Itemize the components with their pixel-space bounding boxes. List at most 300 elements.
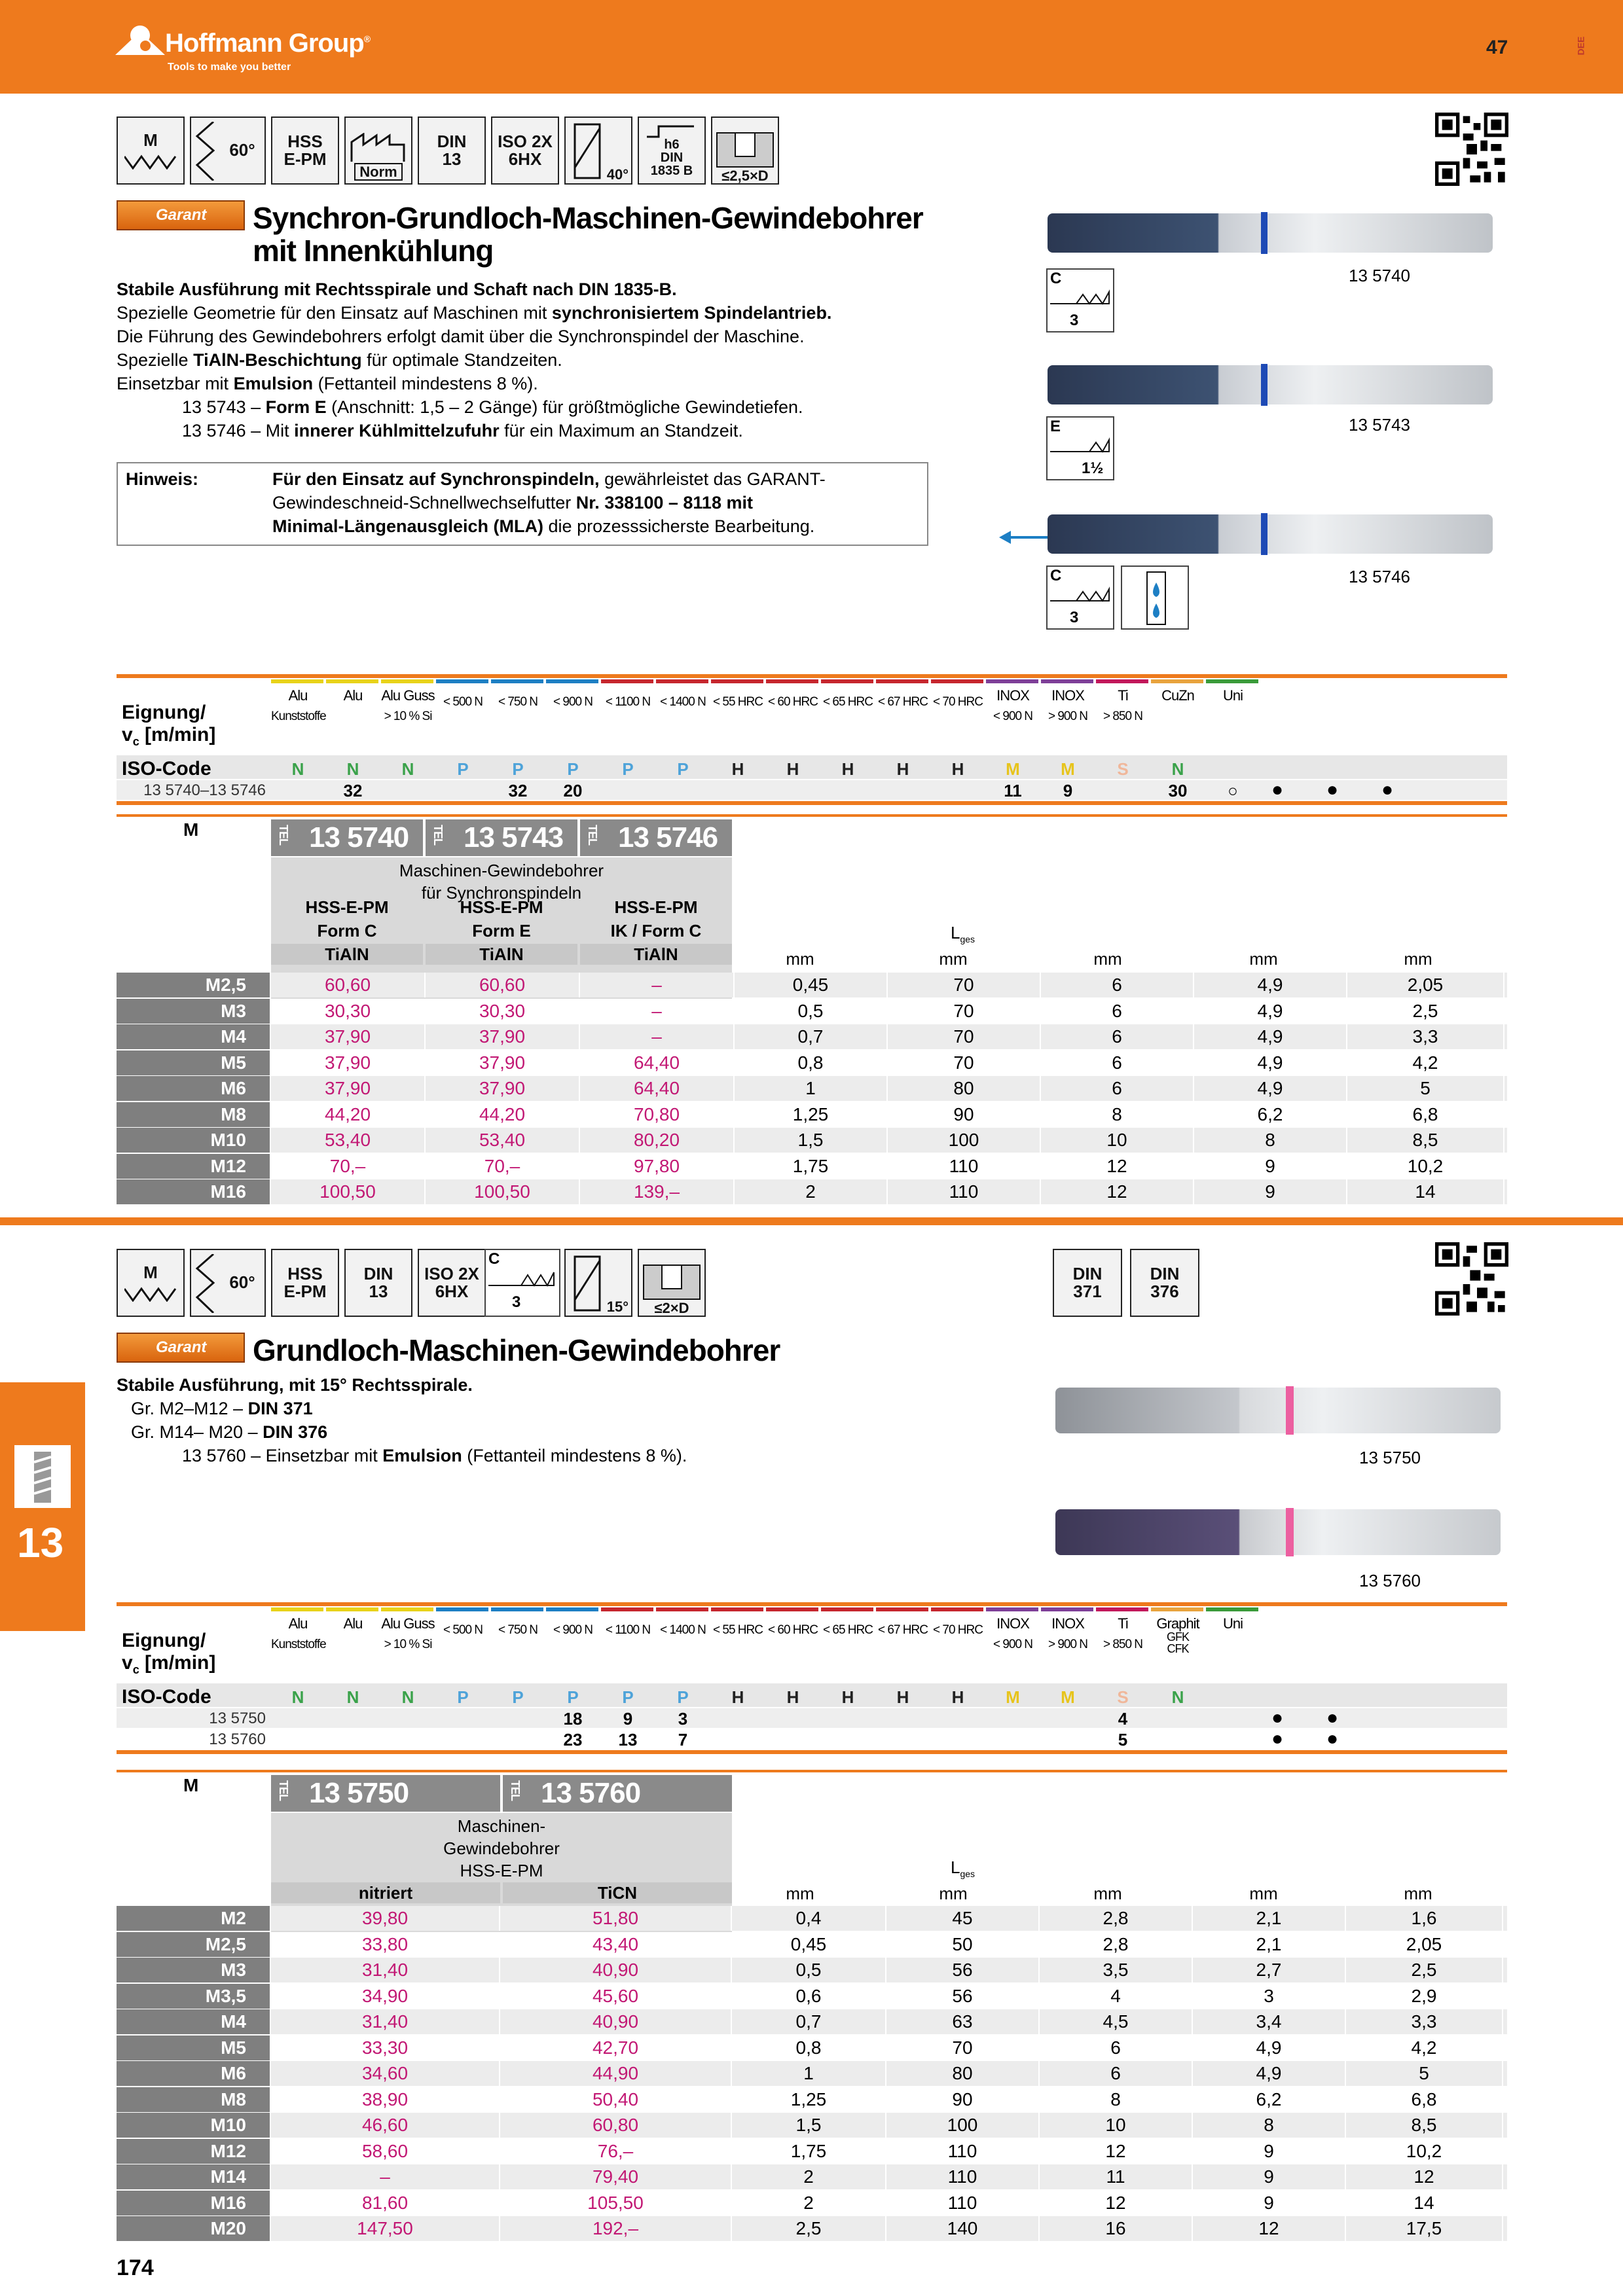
dimension-cell: 1,25 <box>732 2087 886 2112</box>
material-color-bar <box>436 679 488 683</box>
dimension-cell: 4,9 <box>1193 2036 1346 2060</box>
table-row[interactable] <box>117 2113 1507 2138</box>
material-column-header: < 67 HRC <box>878 695 928 709</box>
unit-label: mm <box>1093 949 1122 969</box>
table-row[interactable] <box>117 1906 1507 1931</box>
article-header[interactable]: TEL 13 5740 <box>271 819 423 856</box>
material-column-header: < 900 N <box>553 1623 593 1637</box>
brand-name: Hoffmann Group® <box>165 29 371 58</box>
dimension-cell: 14 <box>1347 1179 1504 1204</box>
unit-label: mm <box>786 949 814 969</box>
column-subheader: Form C <box>317 921 377 941</box>
dimension-cell: 70 <box>888 999 1041 1024</box>
material-column-header: INOX < 900 N <box>993 687 1033 723</box>
material-color-bar <box>1151 679 1203 683</box>
table-row[interactable] <box>117 1984 1507 2009</box>
table-row[interactable] <box>117 2036 1507 2060</box>
column-subheader: HSS-E-PM <box>614 897 698 917</box>
metric-thread-symbol-2: M <box>117 1249 185 1317</box>
vc-value: 23 <box>563 1730 583 1749</box>
material-color-bar <box>766 679 818 683</box>
table-row[interactable] <box>117 2087 1507 2112</box>
dimension-cell: 4 <box>1040 1984 1193 2009</box>
size-cell: M2 <box>117 1906 271 1931</box>
dimension-cell: 2,5 <box>732 2216 886 2241</box>
price-cell[interactable]: 80,20 <box>580 1128 735 1153</box>
form-e-box: E 1½ <box>1046 416 1114 480</box>
iso-code-cell: P <box>512 759 524 779</box>
price-cell[interactable]: 76,– <box>500 2139 732 2164</box>
price-cell[interactable]: 70,– <box>426 1154 580 1179</box>
dimension-cell: 0,45 <box>735 973 888 997</box>
size-cell: M16 <box>117 1179 271 1204</box>
dimension-cell: 8,5 <box>1347 1128 1504 1153</box>
dimension-cell: 17,5 <box>1346 2216 1503 2241</box>
coolant-suitability-dot: ● <box>1326 1728 1339 1749</box>
price-cell[interactable]: 42,70 <box>500 2036 732 2060</box>
unit-label: mm <box>786 1884 814 1903</box>
dimension-cell: 4,9 <box>1194 1024 1347 1049</box>
dimension-cell: 0,5 <box>732 1958 886 1982</box>
size-cell: M6 <box>117 2061 271 2086</box>
suit-bottom-line <box>117 1750 1507 1754</box>
material-column-header: < 67 HRC <box>878 1623 928 1637</box>
material-color-bar <box>491 679 543 683</box>
material-color-bar <box>656 679 708 683</box>
table-row[interactable] <box>117 2139 1507 2164</box>
material-color-bar <box>381 1607 433 1611</box>
column-subheader: HSS-E-PM <box>460 897 543 917</box>
dimension-cell: 0,6 <box>732 1984 886 2009</box>
material-column-header: < 55 HRC <box>713 1623 763 1637</box>
price-cell[interactable]: – <box>580 999 735 1024</box>
price-cell[interactable]: 43,40 <box>500 1932 732 1957</box>
iso-code-cell: N <box>346 1687 359 1707</box>
table-row[interactable] <box>117 1050 1507 1075</box>
dimension-cell: 2,5 <box>1347 999 1504 1024</box>
dimension-cell: 6 <box>1041 1024 1194 1049</box>
tap-chapter-icon <box>14 1445 71 1508</box>
material-column-header: < 70 HRC <box>933 695 983 709</box>
price-cell[interactable]: 37,90 <box>271 1024 426 1049</box>
size-cell: M6 <box>117 1076 271 1101</box>
article-header[interactable]: TEL 13 5743 <box>426 819 577 856</box>
size-cell: M2,5 <box>117 1932 271 1957</box>
material-column-header: < 500 N <box>443 1623 483 1637</box>
dimension-cell: 9 <box>1193 2164 1346 2189</box>
blind-hole-icon <box>716 132 775 168</box>
unit-label: mm <box>1404 1884 1432 1903</box>
din13-symbol: DIN 13 <box>418 117 486 185</box>
iso-code-cell: H <box>731 759 744 779</box>
dimension-cell: 8,5 <box>1346 2113 1503 2138</box>
qr-code-icon[interactable] <box>1435 113 1508 186</box>
iso-code-cell: N <box>1171 759 1184 779</box>
price-cell[interactable]: 139,– <box>580 1179 735 1204</box>
price-cell[interactable]: 60,60 <box>426 973 580 997</box>
price-cell[interactable]: 38,90 <box>271 2087 500 2112</box>
shank-symbol: h6 DIN 1835 B <box>638 117 706 185</box>
dimension-cell: 140 <box>886 2216 1040 2241</box>
price-cell[interactable]: 40,90 <box>500 1958 732 1982</box>
iso-code-cell: P <box>622 1687 634 1707</box>
suit-top-line <box>117 674 1507 678</box>
size-cell: M5 <box>117 2036 271 2060</box>
iso-code-cell: H <box>786 759 799 779</box>
dimension-cell: 2,8 <box>1040 1932 1193 1957</box>
price-cell[interactable]: 64,40 <box>580 1076 735 1101</box>
size-cell: M10 <box>117 1128 271 1153</box>
vc-value: 18 <box>563 1709 583 1729</box>
tolerance-symbol: ISO 2X 6HX <box>491 117 559 185</box>
price-cell[interactable]: 60,60 <box>271 973 426 997</box>
material-color-bar <box>491 1607 543 1611</box>
material-color-bar <box>546 1607 598 1611</box>
dimension-cell: 14 <box>1346 2191 1503 2215</box>
dimension-cell: 110 <box>888 1154 1041 1179</box>
price-cell[interactable]: 34,90 <box>271 1984 500 2009</box>
material-color-bar <box>326 679 378 683</box>
section2-description: Stabile Ausführung, mit 15° Rechtsspirale. Gr. M2–M12 – DIN 371 Gr. M14– M20 – DIN 376 13 5760 – Einsetzbar mit Emulsion (Fettanteil mindestens 8 %). <box>117 1375 687 1465</box>
price-cell[interactable]: 37,90 <box>271 1050 426 1075</box>
iso-code-cell: P <box>677 1687 689 1707</box>
material-column-header: < 900 N <box>553 695 593 709</box>
price-cell[interactable]: 147,50 <box>271 2216 500 2241</box>
tolerance-symbol-2: ISO 2X 6HX <box>418 1249 486 1317</box>
material-column-header: Ti > 850 N <box>1103 687 1143 723</box>
price-cell[interactable]: 31,40 <box>271 2009 500 2034</box>
column-subheader: TiAlN <box>426 944 577 965</box>
m-size-label: M <box>183 1775 199 1795</box>
article-header[interactable]: TEL 13 5746 <box>580 819 732 856</box>
dimension-cell: 0,7 <box>732 2009 886 2034</box>
coolant-arrow-icon <box>999 528 1054 547</box>
iso-code-cell: H <box>731 1687 744 1707</box>
vc-value: 32 <box>343 781 363 800</box>
dimension-cell: 8 <box>1040 2087 1193 2112</box>
dimension-cell: 0,4 <box>732 1906 886 1931</box>
price-cell[interactable]: 100,50 <box>271 1179 426 1204</box>
price-cell[interactable]: 34,60 <box>271 2061 500 2086</box>
iso-code-cell: H <box>951 1687 964 1707</box>
iso-code-cell: S <box>1117 759 1129 779</box>
price-cell[interactable]: 53,40 <box>426 1128 580 1153</box>
dimension-cell: 5 <box>1347 1076 1504 1101</box>
din13-symbol-2: DIN 13 <box>344 1249 412 1317</box>
price-cell[interactable]: 33,80 <box>271 1932 500 1957</box>
article-header[interactable]: TEL 13 5750 <box>271 1775 500 1812</box>
iso-code-cell: N <box>1171 1687 1184 1707</box>
section-divider <box>0 1217 1623 1225</box>
dimension-cell: 110 <box>888 1179 1041 1204</box>
coolant-suitability-dot: ● <box>1271 1707 1284 1729</box>
size-cell: M3 <box>117 1958 271 1982</box>
iso-code-cell: N <box>401 759 414 779</box>
price-cell[interactable]: 64,40 <box>580 1050 735 1075</box>
dimension-cell: 10,2 <box>1347 1154 1504 1179</box>
suit-label: Eignung/ $v_c$ [m/min] <box>122 702 216 748</box>
tool-art-135750: 13 5750 <box>1359 1448 1421 1467</box>
norm-symbol: Norm <box>344 117 412 185</box>
table-row[interactable] <box>117 2061 1507 2086</box>
tap-image-135743 <box>1048 365 1493 404</box>
table-row[interactable] <box>117 1958 1507 1982</box>
iso-code-label: ISO-Code <box>122 1686 211 1708</box>
table-row[interactable] <box>117 999 1507 1024</box>
dimension-cell: 12 <box>1041 1179 1194 1204</box>
dimension-cell: 50 <box>886 1932 1040 1957</box>
dimension-cell: 110 <box>886 2164 1040 2189</box>
tap-image-135740 <box>1048 213 1493 253</box>
iso-code-cell: M <box>1061 759 1075 779</box>
dimension-cell: 12 <box>1040 2139 1193 2164</box>
dimension-cell: 70 <box>886 2036 1040 2060</box>
dimension-cell: 90 <box>886 2087 1040 2112</box>
material-color-bar <box>986 679 1038 683</box>
material-column-header: < 60 HRC <box>768 695 818 709</box>
table-row[interactable] <box>117 1154 1507 1179</box>
price-cell[interactable]: 79,40 <box>500 2164 732 2189</box>
table-row[interactable] <box>117 2216 1507 2241</box>
table-row[interactable] <box>117 2164 1507 2189</box>
suit-row-label: 13 5740–13 5746 <box>143 781 266 799</box>
dimension-cell: 70 <box>888 973 1041 997</box>
desc-header-text: für Synchronspindeln <box>421 883 582 903</box>
dimension-cell: 12 <box>1346 2164 1503 2189</box>
material-color-bar <box>1096 679 1148 683</box>
price-cell[interactable]: 51,80 <box>500 1906 732 1931</box>
dimension-cell: 1,5 <box>735 1128 888 1153</box>
dimension-cell: 3,3 <box>1346 2009 1503 2034</box>
dimension-cell: 3,4 <box>1193 2009 1346 2034</box>
table-row[interactable] <box>117 1128 1507 1153</box>
material-color-bar <box>271 679 323 683</box>
iso-code-cell: P <box>457 1687 469 1707</box>
material-color-bar <box>1096 1607 1148 1611</box>
price-cell[interactable]: 30,30 <box>426 999 580 1024</box>
material-column-header: Alu Kunststoffe <box>271 1615 326 1651</box>
thread-profile-icon <box>124 150 177 170</box>
size-cell: M10 <box>117 2113 271 2138</box>
price-cell[interactable]: 81,60 <box>271 2191 500 2215</box>
price-cell[interactable]: 70,– <box>271 1154 426 1179</box>
table-row[interactable] <box>117 1024 1507 1049</box>
material-color-bar <box>1206 1607 1258 1611</box>
dimension-cell: 1 <box>735 1076 888 1101</box>
price-cell[interactable]: 30,30 <box>271 999 426 1024</box>
dimension-cell: 4,2 <box>1347 1050 1504 1075</box>
desc-header-text: HSS-E-PM <box>460 1861 543 1880</box>
vc-value: 32 <box>508 781 528 800</box>
table-row[interactable] <box>117 1076 1507 1101</box>
dimension-cell: 6,8 <box>1347 1102 1504 1127</box>
iso-code-cell: H <box>841 1687 854 1707</box>
dimension-cell: 1,75 <box>732 2139 886 2164</box>
dimension-cell: 2,8 <box>1040 1906 1193 1931</box>
dimension-cell: 70 <box>888 1050 1041 1075</box>
material-color-bar <box>711 679 763 683</box>
size-cell: M16 <box>117 2191 271 2215</box>
price-cell[interactable]: 100,50 <box>426 1179 580 1204</box>
material-color-bar <box>381 679 433 683</box>
coolant-suitability-dot: ● <box>1271 779 1284 800</box>
price-cell[interactable]: 37,90 <box>426 1050 580 1075</box>
dimension-cell: 0,8 <box>735 1050 888 1075</box>
section1-title: Synchron-Grundloch-Maschinen-Gewindebohrer mit Innenkühlung <box>253 201 923 268</box>
dimension-cell: 90 <box>888 1102 1041 1127</box>
iso-code-cell: M <box>1061 1687 1075 1707</box>
vc-value: 13 <box>618 1730 638 1749</box>
iso-code-cell: H <box>896 759 909 779</box>
vc-value: 20 <box>563 781 583 800</box>
coating-subheader: nitriert <box>271 1882 500 1903</box>
material-column-header: Ti > 850 N <box>1103 1615 1143 1651</box>
dimension-cell: 8 <box>1041 1102 1194 1127</box>
price-cell[interactable]: 40,90 <box>500 2009 732 2034</box>
dimension-cell: 1,5 <box>732 2113 886 2138</box>
price-cell[interactable]: 45,60 <box>500 1984 732 2009</box>
spiral-flute-icon <box>570 1254 609 1313</box>
vc-value: 3 <box>678 1709 688 1729</box>
material-column-header: Uni <box>1222 687 1243 704</box>
dimension-cell: 0,5 <box>735 999 888 1024</box>
material-column-header: Uni <box>1222 1615 1243 1632</box>
dimension-cell: 2 <box>732 2191 886 2215</box>
material-hss-symbol: HSS E-PM <box>271 117 339 185</box>
price-cell[interactable]: 60,80 <box>500 2113 732 2138</box>
material-column-header: Alu Kunststoffe <box>271 687 326 723</box>
din371-box: DIN 371 <box>1053 1249 1122 1317</box>
dimension-cell: 45 <box>886 1906 1040 1931</box>
dimension-cell: 2,5 <box>1346 1958 1503 1982</box>
coating-subheader: TiCN <box>503 1882 732 1903</box>
coolant-suitability-dot: ● <box>1326 779 1339 800</box>
material-color-bar <box>876 679 928 683</box>
price-cell[interactable]: – <box>271 2164 500 2189</box>
table-row[interactable] <box>117 2191 1507 2215</box>
unit-label: mm <box>939 949 968 969</box>
price-cell[interactable]: 58,60 <box>271 2139 500 2164</box>
material-column-header: < 70 HRC <box>933 1623 983 1637</box>
thread-angle-symbol-2: 60° <box>190 1249 266 1317</box>
suit-top-line <box>117 1602 1507 1606</box>
material-color-bar <box>876 1607 928 1611</box>
table-row[interactable] <box>117 2009 1507 2034</box>
material-color-bar <box>766 1607 818 1611</box>
iso-code-cell: N <box>291 1687 304 1707</box>
coolant-suitability-dot: ● <box>1381 779 1394 800</box>
desc-header-text: Maschinen-Gewindebohrer <box>399 861 604 880</box>
dimension-cell: 0,8 <box>732 2036 886 2060</box>
page-number-bottom: 174 <box>117 2255 154 2280</box>
price-cell[interactable]: 37,90 <box>271 1076 426 1101</box>
iso-code-cell: P <box>457 759 469 779</box>
suit-row-label: 13 5760 <box>209 1731 266 1748</box>
qr-code-icon-2[interactable] <box>1435 1242 1508 1316</box>
price-cell[interactable]: 192,– <box>500 2216 732 2241</box>
price-cell[interactable]: 70,80 <box>580 1102 735 1127</box>
material-color-bar <box>546 679 598 683</box>
price-cell[interactable]: 37,90 <box>426 1024 580 1049</box>
dimension-cell: 12 <box>1193 2216 1346 2241</box>
tap-image-135760 <box>1055 1509 1501 1555</box>
dimension-cell: 100 <box>886 2113 1040 2138</box>
price-cell[interactable]: 44,20 <box>271 1102 426 1127</box>
price-cell[interactable]: 53,40 <box>271 1128 426 1153</box>
tool-art-135740: 13 5740 <box>1349 266 1410 285</box>
price-cell[interactable]: 39,80 <box>271 1906 500 1931</box>
table-row[interactable] <box>117 1179 1507 1204</box>
price-cell[interactable]: 31,40 <box>271 1958 500 1982</box>
price-cell[interactable]: 44,20 <box>426 1102 580 1127</box>
unit-label: mm <box>939 1884 968 1903</box>
iso-code-cell: M <box>1006 759 1020 779</box>
suit-bottom-line <box>117 801 1507 805</box>
vc-value: 5 <box>1118 1730 1128 1749</box>
price-cell[interactable]: – <box>580 1024 735 1049</box>
article-header[interactable]: TEL 13 5760 <box>503 1775 732 1812</box>
material-color-bar <box>656 1607 708 1611</box>
dimension-cell: 4,9 <box>1194 999 1347 1024</box>
material-column-header: Alu <box>343 1615 363 1632</box>
form-c-symbol-2: C 3 <box>484 1249 560 1317</box>
chapter-side-tab[interactable] <box>0 1382 85 1631</box>
dimension-cell: 4,9 <box>1194 973 1347 997</box>
size-cell: M2,5 <box>117 973 271 997</box>
dimension-cell: 56 <box>886 1984 1040 2009</box>
size-cell: M3,5 <box>117 1984 271 2009</box>
material-column-header: < 750 N <box>498 695 538 709</box>
dimension-cell: 6 <box>1041 1076 1194 1101</box>
dimension-cell: 1 <box>732 2061 886 2086</box>
column-subheader: HSS-E-PM <box>305 897 389 917</box>
size-cell: M5 <box>117 1050 271 1075</box>
iso-code-cell: P <box>567 1687 579 1707</box>
price-cell[interactable]: 50,40 <box>500 2087 732 2112</box>
din376-box: DIN 376 <box>1130 1249 1199 1317</box>
garant-brand-badge: Garant <box>117 200 245 230</box>
unit-label: mm <box>1249 1884 1278 1903</box>
table-row[interactable] <box>117 973 1507 997</box>
material-column-header: < 500 N <box>443 695 483 709</box>
price-cell[interactable]: 105,50 <box>500 2191 732 2215</box>
table-row[interactable] <box>117 1932 1507 1957</box>
material-column-header: < 1100 N <box>605 1623 651 1637</box>
dimension-cell: 12 <box>1041 1154 1194 1179</box>
dimension-cell: 2,9 <box>1346 1984 1503 2009</box>
dimension-cell: 6,2 <box>1194 1102 1347 1127</box>
thread-profile-icon <box>124 1282 177 1302</box>
price-cell[interactable]: – <box>580 973 735 997</box>
price-cell[interactable]: 37,90 <box>426 1076 580 1101</box>
dimension-cell: 2,7 <box>1193 1958 1346 1982</box>
page-number-top: 47 <box>1486 37 1508 58</box>
dimension-cell: 3 <box>1193 1984 1346 2009</box>
price-cell[interactable]: 44,90 <box>500 2061 732 2086</box>
price-cell[interactable]: 33,30 <box>271 2036 500 2060</box>
dimension-cell: 0,45 <box>732 1932 886 1957</box>
dimension-cell: 63 <box>886 2009 1040 2034</box>
iso-code-cell: H <box>841 759 854 779</box>
table-top-line <box>117 814 1507 817</box>
material-column-header: < 60 HRC <box>768 1623 818 1637</box>
table-row[interactable] <box>117 1102 1507 1127</box>
price-cell[interactable]: 97,80 <box>580 1154 735 1179</box>
price-cell[interactable]: 46,60 <box>271 2113 500 2138</box>
column-subheader: TiAlN <box>580 944 732 965</box>
size-cell: M12 <box>117 1154 271 1179</box>
material-color-bar <box>711 1607 763 1611</box>
